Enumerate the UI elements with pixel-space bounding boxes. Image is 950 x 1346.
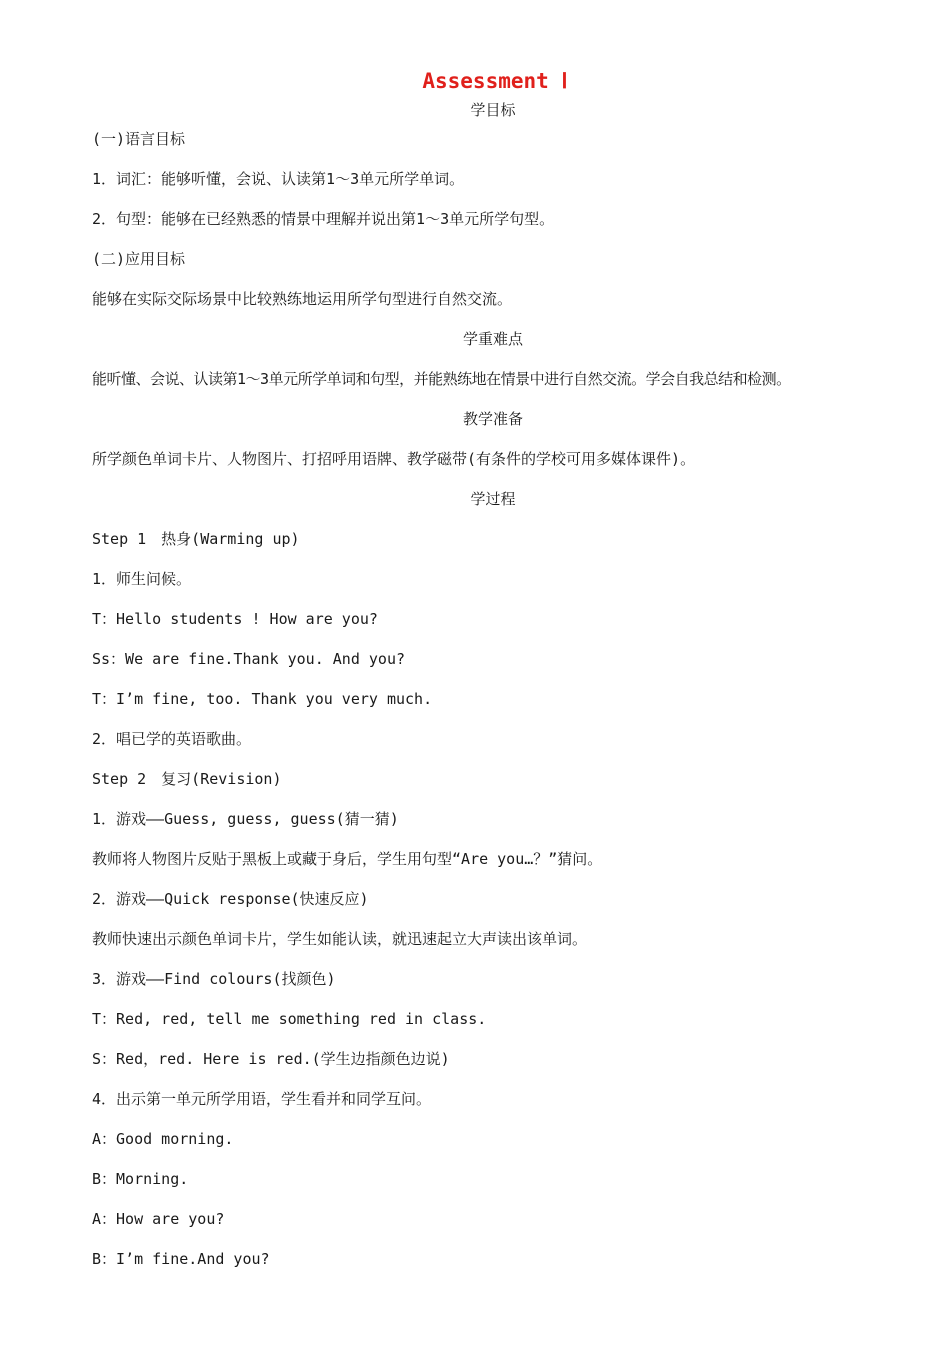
paragraph: Ss：We are fine.Thank you. And you?	[92, 650, 406, 668]
paragraph: 教师快速出示颜色单词卡片，学生如能认读，就迅速起立大声读出该单词。	[92, 930, 588, 948]
document-title: Assessment Ⅰ	[422, 69, 568, 93]
paragraph: B：Morning.	[92, 1170, 189, 1188]
paragraph: 能听懂、会说、认读第1～3单元所学单词和句型，并能熟练地在情景中进行自然交流。学会自我总结和检测。	[92, 370, 791, 388]
paragraph: 2．句型：能够在已经熟悉的情景中理解并说出第1～3单元所学句型。	[92, 210, 555, 228]
paragraph: A：How are you?	[92, 1210, 225, 1228]
section-heading: 学过程	[470, 490, 516, 508]
paragraph: (二)应用目标	[92, 250, 186, 268]
section-heading: 学目标	[470, 101, 516, 119]
section-heading: 教学准备	[462, 410, 523, 428]
paragraph: 所学颜色单词卡片、人物图片、打招呼用语牌、教学磁带(有条件的学校可用多媒体课件)。	[92, 450, 696, 468]
paragraph: T：Hello students ! How are you?	[92, 610, 378, 628]
paragraph: 1．词汇：能够听懂，会说、认读第1～3单元所学单词。	[92, 170, 465, 188]
paragraph: 1．师生问候。	[92, 570, 192, 588]
paragraph: 2．游戏——Quick response(快速反应)	[92, 890, 369, 908]
paragraph: T：Red, red, tell me something red in class.	[92, 1010, 487, 1028]
paragraph: A：Good morning.	[92, 1130, 234, 1148]
paragraph: 1．游戏——Guess, guess, guess(猜一猜)	[92, 810, 399, 828]
paragraph: Step 2 复习(Revision)	[92, 770, 282, 788]
paragraph: 3．游戏——Find colours(找颜色)	[92, 970, 336, 988]
paragraph: 2．唱已学的英语歌曲。	[92, 730, 252, 748]
paragraph: T：I’m fine, too. Thank you very much.	[92, 690, 433, 708]
paragraph: 教师将人物图片反贴于黑板上或藏于身后，学生用句型“Are you…？”猜问。	[92, 850, 603, 868]
paragraph: 4．出示第一单元所学用语，学生看并和同学互问。	[92, 1090, 432, 1108]
paragraph: 能够在实际交际场景中比较熟练地运用所学句型进行自然交流。	[92, 290, 513, 308]
paragraph: (一)语言目标	[92, 130, 186, 148]
section-heading: 学重难点	[462, 330, 523, 348]
paragraph: S：Red，red. Here is red.(学生边指颜色边说)	[92, 1050, 450, 1068]
paragraph: Step 1 热身(Warming up)	[92, 530, 300, 548]
paragraph: B：I’m fine.And you?	[92, 1250, 270, 1268]
